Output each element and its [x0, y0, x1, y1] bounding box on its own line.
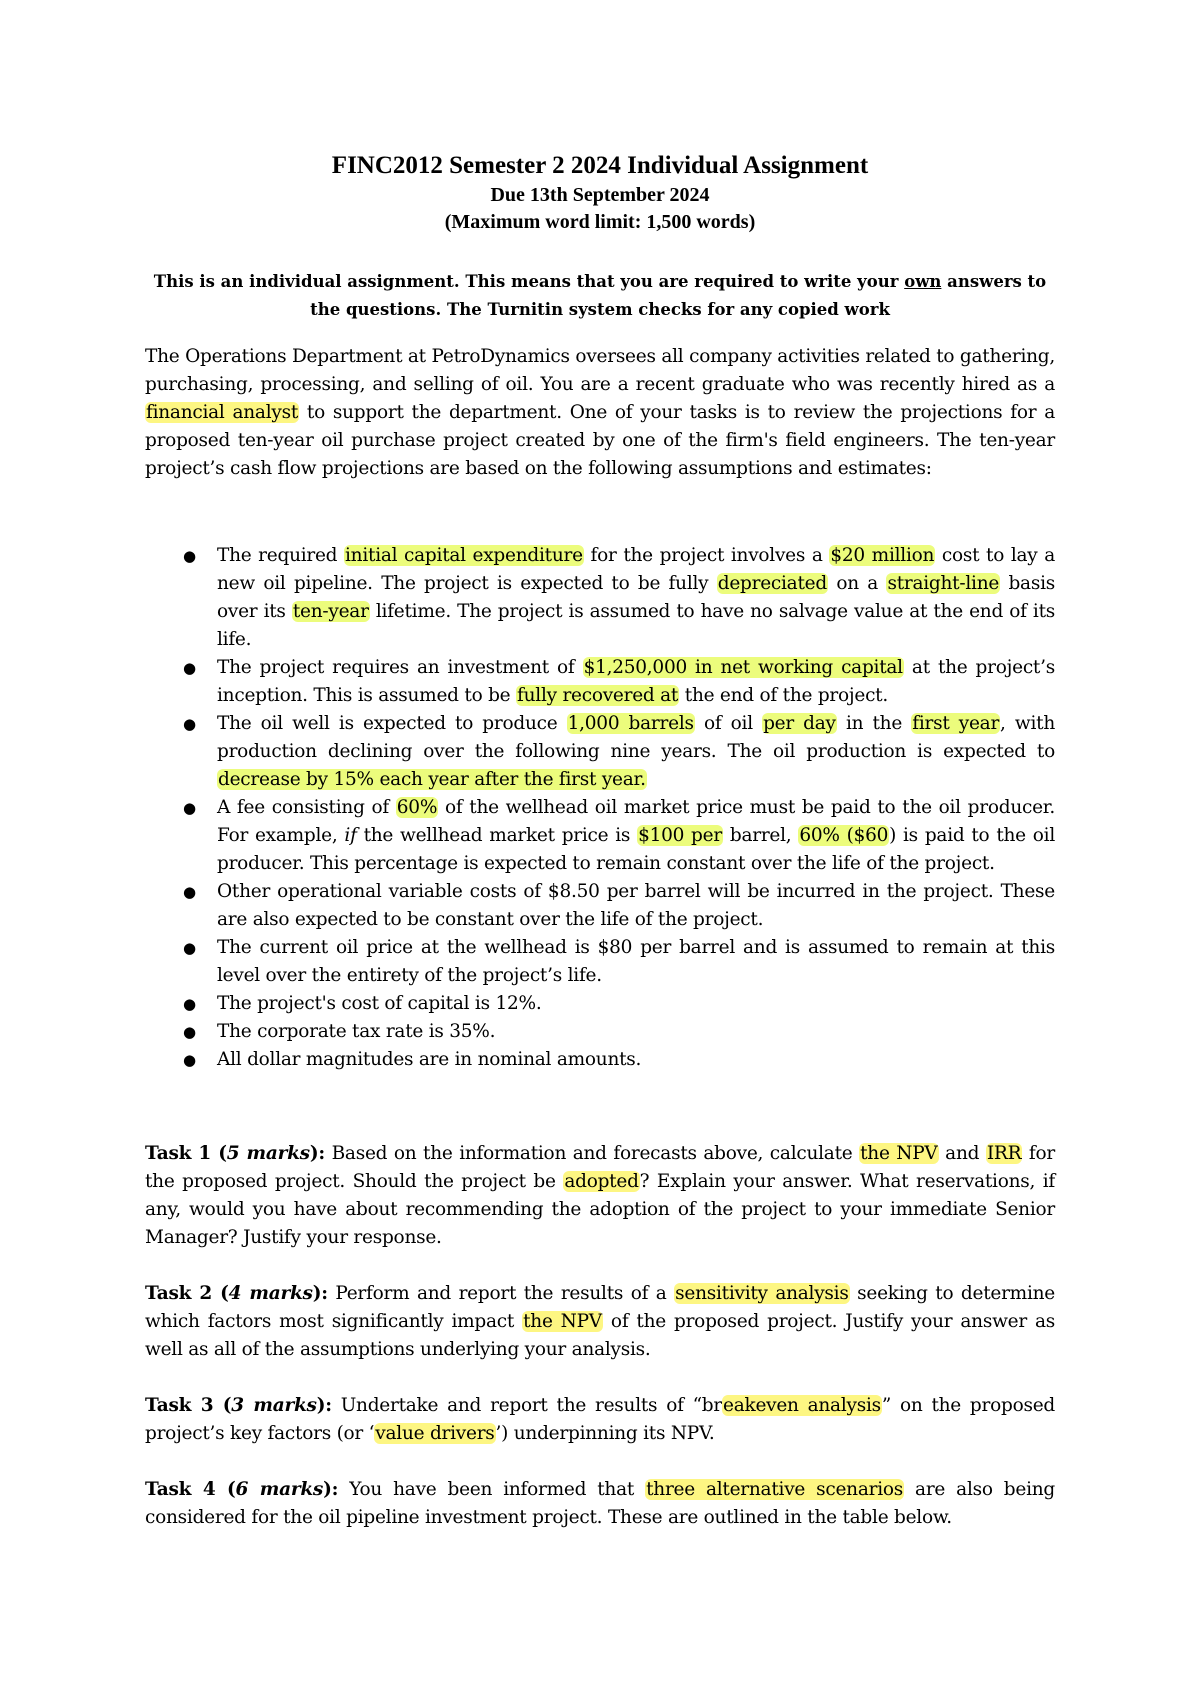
task-marks: 6 marks	[235, 1479, 324, 1500]
task-text: Based on the information and forecasts above, calculate	[324, 1143, 860, 1164]
assumption-item-fee	[145, 794, 1055, 878]
task-label: Task 4 (	[145, 1479, 236, 1500]
highlight: initial capital expenditure	[345, 545, 583, 566]
task-text: and	[938, 1143, 986, 1164]
highlight: $20 million	[830, 545, 935, 566]
task-marks: 5 marks	[226, 1143, 310, 1164]
task-label: Task 2 (	[145, 1283, 229, 1304]
bullet-text: ) is paid to the oil producer. This percentage is expected to remain constant over the life of the project.	[217, 825, 1056, 874]
task-marks: 4 marks	[228, 1283, 313, 1304]
bullet-text: The project requires an investment of	[217, 657, 583, 678]
task-text: You have been informed that	[338, 1479, 646, 1500]
highlight: the NPV	[523, 1311, 602, 1332]
assumption-item-nominal	[145, 1046, 1055, 1074]
bullet-text: on a	[827, 573, 887, 594]
italic-if: if	[344, 825, 357, 846]
assumption-item-oil-price	[145, 934, 1055, 990]
bullet-text: All dollar magnitudes are in nominal amounts.	[217, 1049, 642, 1070]
highlight: eakeven analysis	[723, 1395, 881, 1416]
highlight: IRR	[986, 1143, 1022, 1164]
task-text: of the proposed project. Justify your answer as well as all of the assumptions underlying your analysis.	[145, 1311, 1055, 1360]
highlight: straight-line	[887, 573, 1000, 594]
highlight: decrease by 15% each year after the first year.	[218, 769, 646, 790]
task-text: ? Explain your answer. What reservations, if any, would you have about recommending the adoption of the project to your immediate Senior Manager? Justify your response.	[145, 1171, 1055, 1248]
highlight: 60%	[396, 797, 438, 818]
task-2	[145, 1280, 1055, 1364]
highlight: $1,250,000 in net working capital	[583, 657, 903, 678]
highlight: $100 per	[638, 825, 722, 846]
bullet-icon: ●	[183, 659, 196, 677]
task-label: Task 3 (	[145, 1395, 232, 1416]
intro-text-2: to support the department. One of your tasks is to review the projections for a proposed ten-year oil purchase project created by one of the firm's field engineers. The ten-year project’s cash flow projections are based on the following assumptions and estimates:	[145, 402, 1056, 479]
intro-text-1: The Operations Department at PetroDynamics oversees all company activities related to gathering, purchasing, processing, and selling of oil. You are a recent graduate who was recently hired as a	[145, 346, 1055, 395]
assumption-item-production	[145, 710, 1055, 794]
bullet-text: cost to lay a new oil pipeline. The project is expected to be fully	[217, 545, 1056, 594]
highlight-financial-analyst: financial analyst	[146, 402, 299, 423]
bullet-icon: ●	[183, 995, 196, 1013]
bullet-text: for the project involves a	[583, 545, 830, 566]
bullet-text: The required	[217, 545, 345, 566]
assumption-item-variable-costs	[145, 878, 1055, 934]
task-1	[145, 1140, 1055, 1252]
bullet-text: , with production declining over the following nine years. The oil production is expected to	[217, 713, 1055, 762]
assumption-item-capex	[145, 542, 1055, 654]
due-date: Due 13th September 2024	[490, 184, 710, 206]
highlight: ten-year	[292, 601, 369, 622]
task-label-end: ):	[312, 1283, 328, 1304]
task-label-end: ):	[323, 1479, 339, 1500]
bullet-icon: ●	[183, 883, 196, 901]
highlight: first year	[912, 713, 1000, 734]
bullet-text: Other operational variable costs of $8.50 per barrel will be incurred in the project. These are also expected to be constant over the life of the project.	[217, 881, 1055, 930]
task-label: Task 1 (	[145, 1143, 227, 1164]
task-label-end: ):	[316, 1395, 332, 1416]
task-text: seeking to determine which factors most significantly impact	[145, 1283, 1055, 1332]
assumption-item-nwc	[145, 654, 1055, 710]
assumption-item-tax-rate	[145, 1018, 1055, 1046]
intro-paragraph	[145, 343, 1055, 483]
assignment-title: FINC2012 Semester 2 2024 Individual Assignment	[331, 152, 869, 179]
bullet-icon: ●	[183, 939, 196, 957]
task-text: ’) underpinning its NPV.	[495, 1423, 715, 1444]
highlight: 60% ($60	[799, 825, 889, 846]
highlight: three alternative scenarios	[646, 1479, 904, 1500]
bullet-text: basis over its	[217, 573, 1055, 622]
notice-part-1: This is an individual assignment. This means that you are required to write your	[153, 272, 905, 291]
bullet-text: The oil well is expected to produce	[217, 713, 567, 734]
task-text: for the proposed project. Should the project be	[145, 1143, 1055, 1192]
task-text: ” on the proposed project’s key factors (or ‘	[145, 1395, 1055, 1444]
assumptions-list	[145, 542, 1055, 1074]
notice-own: own	[904, 272, 942, 291]
bullet-text: The corporate tax rate is 35%.	[217, 1021, 496, 1042]
document-header	[0, 150, 1200, 236]
assumption-item-cost-of-capital	[145, 990, 1055, 1018]
bullet-text: the wellhead market price is	[356, 825, 638, 846]
highlight: value drivers	[375, 1423, 495, 1444]
task-3	[145, 1392, 1055, 1448]
bullet-icon: ●	[183, 799, 196, 817]
bullet-text: The project's cost of capital is 12%.	[217, 993, 542, 1014]
highlight: per day	[763, 713, 836, 734]
task-marks: 3 marks	[231, 1395, 317, 1416]
bullet-icon: ●	[183, 1051, 196, 1069]
task-text: are also being considered for the oil pipeline investment project. These are outlined in the table below.	[145, 1479, 1055, 1528]
integrity-notice	[145, 268, 1055, 324]
bullet-icon: ●	[183, 1023, 196, 1041]
task-text: Undertake and report the results of “br	[331, 1395, 722, 1416]
highlight: the NPV	[860, 1143, 938, 1164]
bullet-text: barrel,	[722, 825, 799, 846]
highlight: adopted	[564, 1171, 639, 1192]
bullet-text: The current oil price at the wellhead is $80 per barrel and is assumed to remain at this level over the entirety of the project’s life.	[217, 937, 1055, 986]
highlight: sensitivity analysis	[675, 1283, 849, 1304]
word-limit: (Maximum word limit: 1,500 words)	[444, 211, 756, 233]
bullet-icon: ●	[183, 547, 196, 565]
task-4	[145, 1476, 1055, 1532]
bullet-text: at the project’s inception. This is assumed to be	[217, 657, 1055, 706]
bullet-text: A fee consisting of	[217, 797, 396, 818]
task-label-end: ):	[309, 1143, 325, 1164]
bullet-text: the end of the project.	[679, 685, 888, 706]
tasks-section	[145, 1140, 1055, 1560]
highlight: fully recovered at	[517, 685, 679, 706]
bullet-text: lifetime. The project is assumed to have no salvage value at the end of its life.	[217, 601, 1055, 650]
bullet-text: of the wellhead oil market price must be paid to the oil producer. For example,	[217, 797, 1055, 846]
task-text: Perform and report the results of a	[327, 1283, 675, 1304]
notice-part-2: answers to the questions. The Turnitin system checks for any copied work	[310, 272, 1047, 319]
bullet-text: in the	[836, 713, 912, 734]
highlight: depreciated	[717, 573, 827, 594]
highlight: 1,000 barrels	[567, 713, 694, 734]
bullet-icon: ●	[183, 715, 196, 733]
bullet-text: of oil	[694, 713, 763, 734]
